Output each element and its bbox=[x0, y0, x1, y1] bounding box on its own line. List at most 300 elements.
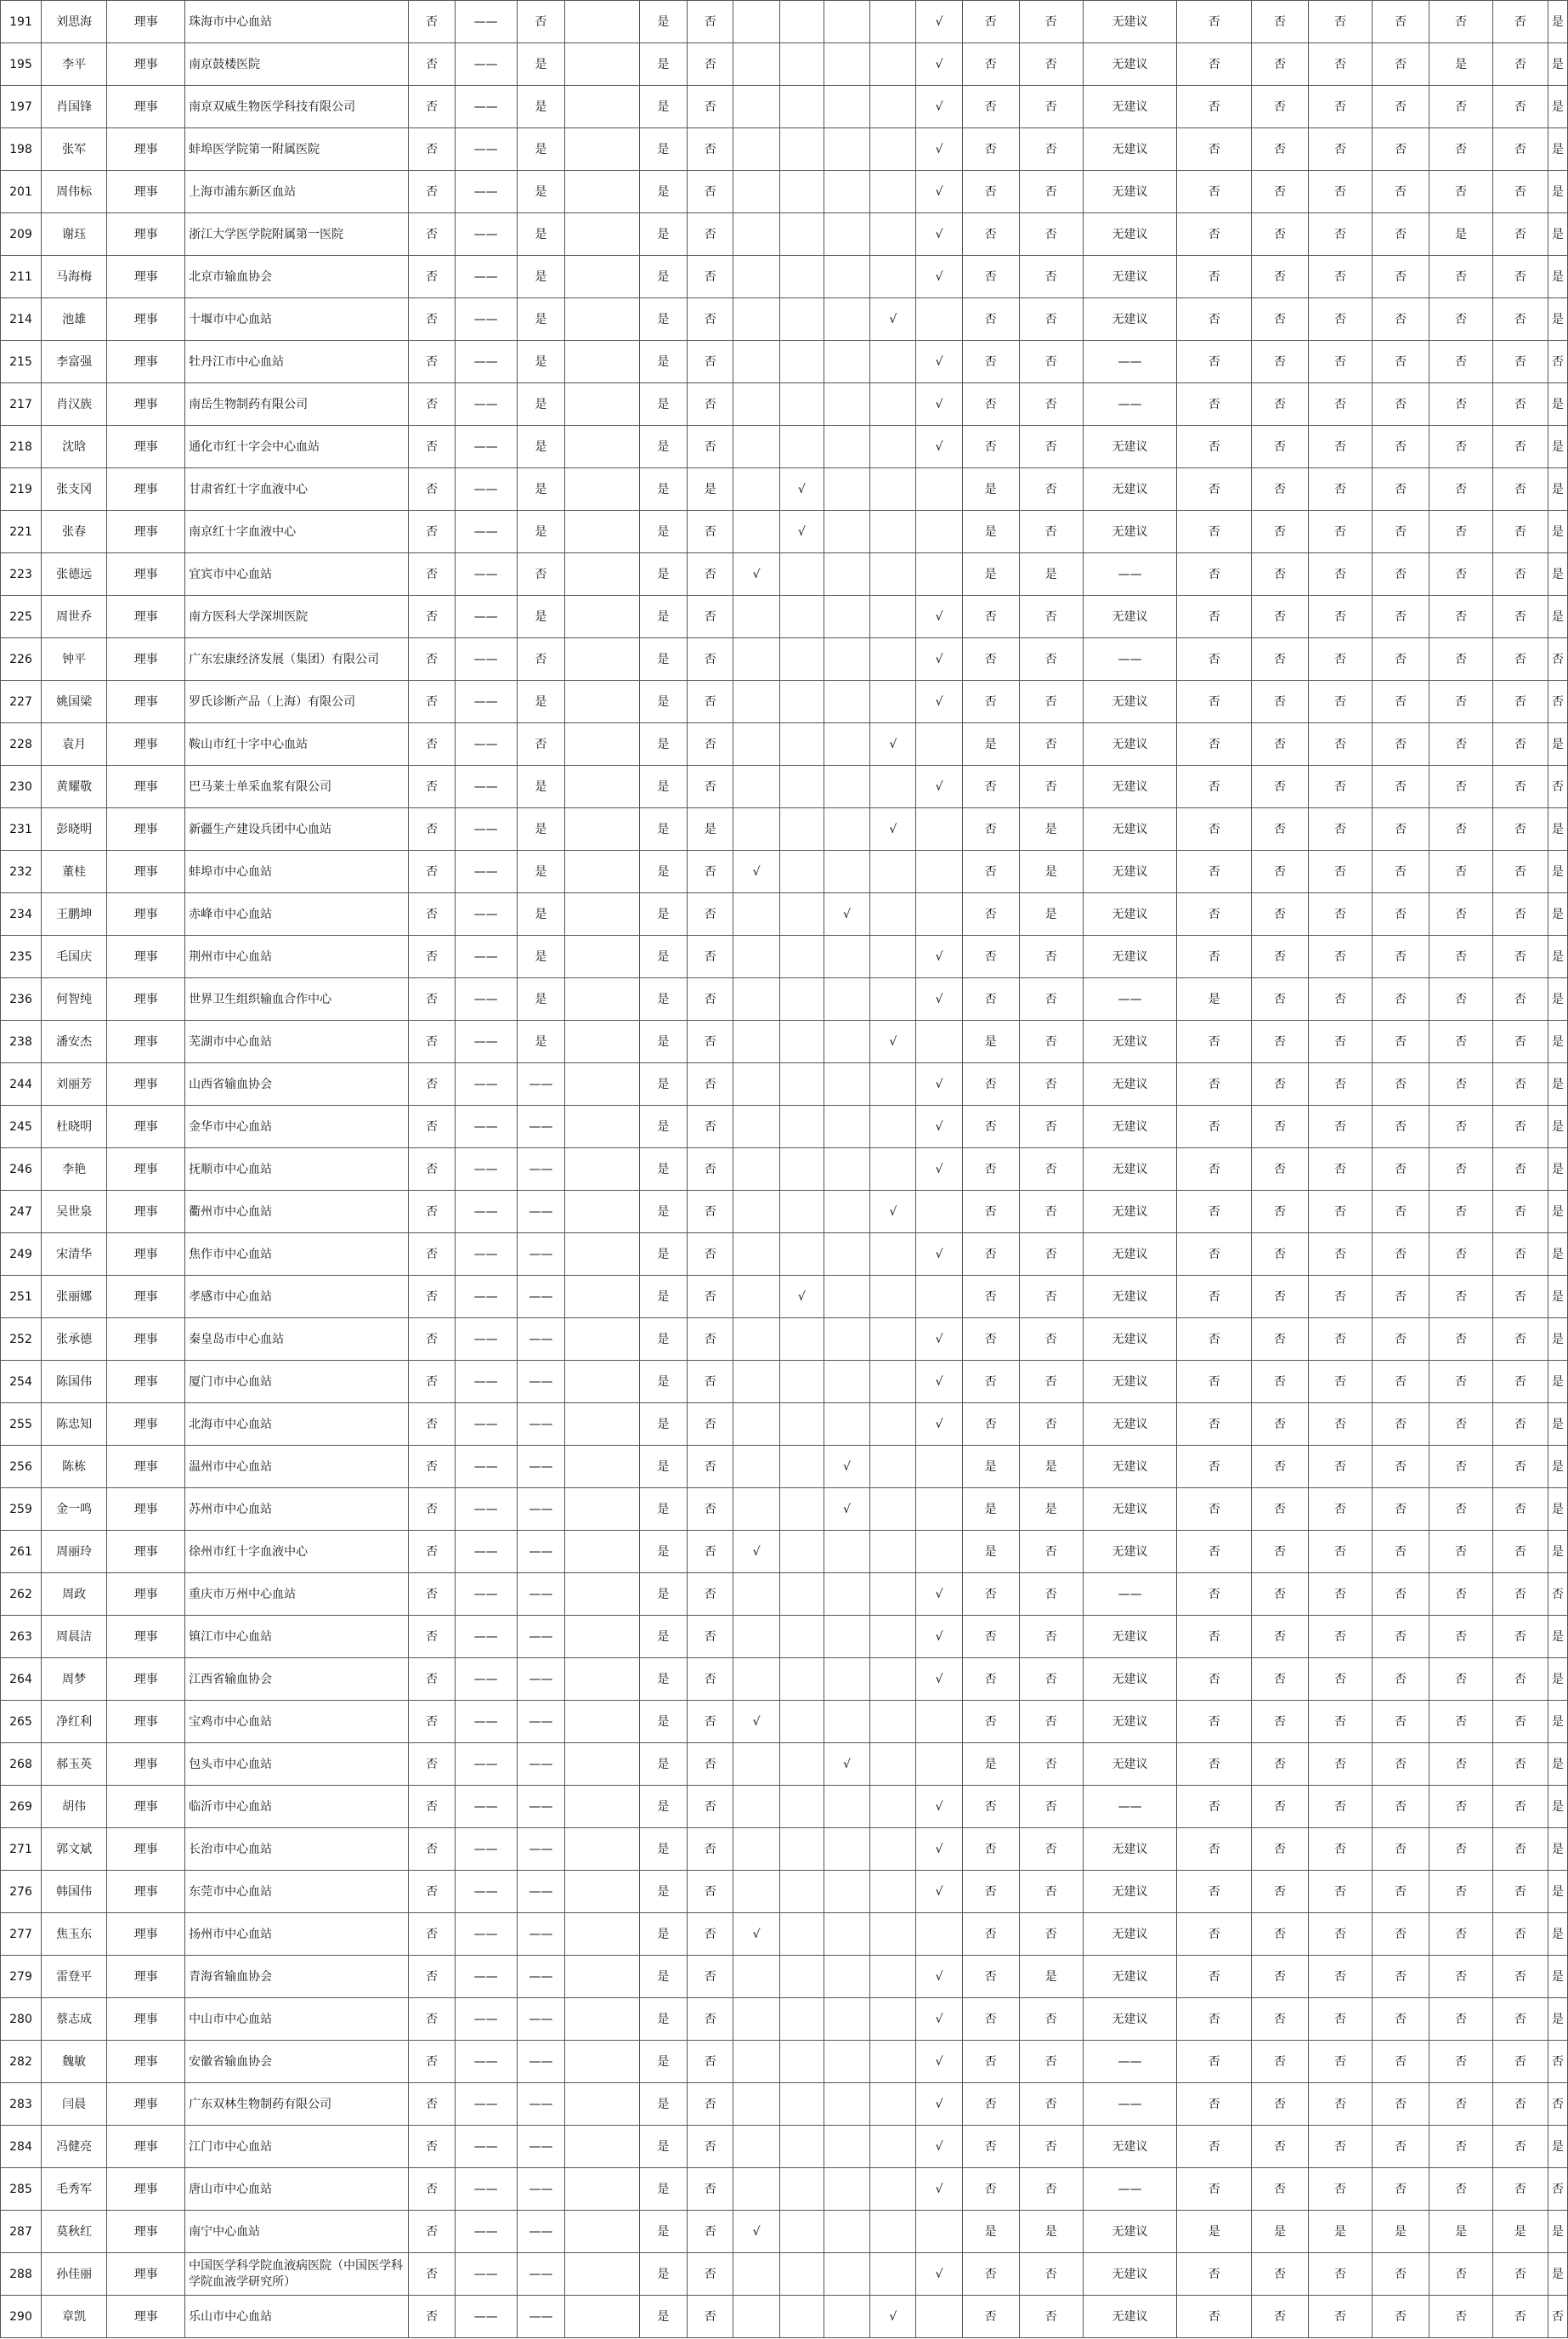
table-cell: 否 bbox=[1429, 341, 1492, 383]
table-cell: 无建议 bbox=[1083, 1361, 1177, 1403]
table-cell: 否 bbox=[1177, 1743, 1252, 1786]
member-role: 理事 bbox=[107, 936, 185, 978]
member-role: 理事 bbox=[107, 2168, 185, 2211]
table-cell: √ bbox=[916, 1786, 962, 1828]
table-cell: 否 bbox=[1177, 1063, 1252, 1106]
table-cell bbox=[565, 1, 640, 43]
table-cell: —— bbox=[455, 1743, 517, 1786]
table-cell: √ bbox=[916, 128, 962, 171]
table-cell: 否 bbox=[1373, 1361, 1429, 1403]
table-cell: 是 bbox=[639, 2168, 687, 2211]
table-cell: 是 bbox=[1548, 1233, 1567, 1276]
table-cell: 否 bbox=[1252, 1701, 1309, 1743]
table-cell bbox=[870, 468, 916, 511]
table-cell: 否 bbox=[1373, 128, 1429, 171]
table-cell: —— bbox=[455, 1786, 517, 1828]
table-cell: √ bbox=[824, 1446, 869, 1488]
table-cell: —— bbox=[455, 1871, 517, 1913]
table-cell: 否 bbox=[1373, 723, 1429, 766]
table-row bbox=[1, 2253, 1568, 2296]
table-cell: 否 bbox=[1429, 2253, 1492, 2296]
table-cell: 否 bbox=[1373, 1, 1429, 43]
organization: 鞍山市红十字中心血站 bbox=[185, 723, 409, 766]
table-cell bbox=[916, 2211, 962, 2253]
member-name: 孙佳丽 bbox=[42, 2253, 107, 2296]
table-cell: 否 bbox=[1252, 1488, 1309, 1531]
table-cell: 否 bbox=[409, 1743, 455, 1786]
table-cell: 否 bbox=[409, 2211, 455, 2253]
table-cell bbox=[565, 851, 640, 893]
table-cell: 否 bbox=[1308, 1616, 1372, 1658]
table-cell bbox=[824, 1956, 869, 1998]
member-name: 王鹏坤 bbox=[42, 893, 107, 936]
member-name: 董桂 bbox=[42, 851, 107, 893]
table-cell: —— bbox=[1083, 1573, 1177, 1616]
table-cell bbox=[779, 1998, 824, 2041]
table-cell: 是 bbox=[1548, 1701, 1567, 1743]
table-cell bbox=[916, 1191, 962, 1233]
table-cell bbox=[870, 1998, 916, 2041]
table-cell: 是 bbox=[639, 213, 687, 256]
table-cell: 无建议 bbox=[1083, 1063, 1177, 1106]
table-cell: 否 bbox=[1308, 1531, 1372, 1573]
organization: 浙江大学医学院附属第一医院 bbox=[185, 213, 409, 256]
table-cell bbox=[565, 808, 640, 851]
table-cell bbox=[779, 638, 824, 681]
table-cell: 是 bbox=[1548, 1361, 1567, 1403]
table-cell: 否 bbox=[688, 1786, 733, 1828]
table-cell bbox=[733, 893, 779, 936]
table-cell bbox=[733, 1403, 779, 1446]
table-cell: 否 bbox=[1308, 341, 1372, 383]
table-cell: 否 bbox=[962, 808, 1019, 851]
member-name: 韩国伟 bbox=[42, 1871, 107, 1913]
table-cell: 无建议 bbox=[1083, 1191, 1177, 1233]
table-cell: 否 bbox=[688, 1148, 733, 1191]
table-row bbox=[1, 171, 1568, 213]
table-cell: √ bbox=[916, 2253, 962, 2296]
table-cell: 否 bbox=[688, 2296, 733, 2338]
table-cell: 是 bbox=[639, 1488, 687, 1531]
member-role: 理事 bbox=[107, 681, 185, 723]
table-cell bbox=[870, 553, 916, 596]
member-role: 理事 bbox=[107, 86, 185, 128]
table-cell bbox=[779, 1106, 824, 1148]
table-cell bbox=[916, 1701, 962, 1743]
table-row bbox=[1, 1786, 1568, 1828]
table-cell: 否 bbox=[688, 1488, 733, 1531]
table-cell bbox=[779, 341, 824, 383]
table-cell bbox=[779, 1871, 824, 1913]
table-cell bbox=[565, 596, 640, 638]
table-cell bbox=[733, 1233, 779, 1276]
table-cell: 否 bbox=[1019, 86, 1083, 128]
table-cell: —— bbox=[455, 86, 517, 128]
table-cell bbox=[565, 1403, 640, 1446]
table-cell: 否 bbox=[409, 1276, 455, 1318]
table-cell bbox=[733, 341, 779, 383]
table-cell: —— bbox=[517, 1786, 564, 1828]
table-cell: 否 bbox=[1177, 1616, 1252, 1658]
table-cell bbox=[779, 893, 824, 936]
organization: 唐山市中心血站 bbox=[185, 2168, 409, 2211]
table-cell: √ bbox=[916, 171, 962, 213]
table-cell bbox=[565, 1488, 640, 1531]
table-cell bbox=[733, 43, 779, 86]
table-cell: 否 bbox=[688, 43, 733, 86]
table-cell: 无建议 bbox=[1083, 213, 1177, 256]
member-name: 周梦 bbox=[42, 1658, 107, 1701]
table-cell: 是 bbox=[639, 1191, 687, 1233]
table-row bbox=[1, 1488, 1568, 1531]
member-name: 焦玉东 bbox=[42, 1913, 107, 1956]
table-cell: √ bbox=[779, 511, 824, 553]
table-cell: 否 bbox=[962, 1403, 1019, 1446]
table-cell: 是 bbox=[639, 2253, 687, 2296]
table-cell: —— bbox=[517, 1403, 564, 1446]
row-number: 191 bbox=[1, 1, 42, 43]
table-cell bbox=[824, 171, 869, 213]
row-number: 282 bbox=[1, 2041, 42, 2083]
table-cell: 否 bbox=[1177, 1, 1252, 43]
table-cell: 否 bbox=[962, 2168, 1019, 2211]
table-cell bbox=[733, 1021, 779, 1063]
table-cell: 否 bbox=[409, 1658, 455, 1701]
member-role: 理事 bbox=[107, 596, 185, 638]
table-cell: 否 bbox=[1493, 1276, 1548, 1318]
table-cell: 是 bbox=[639, 468, 687, 511]
table-cell: 是 bbox=[639, 383, 687, 426]
table-cell: 否 bbox=[409, 383, 455, 426]
table-cell: 否 bbox=[1308, 596, 1372, 638]
member-name: 黄耀敬 bbox=[42, 766, 107, 808]
table-cell bbox=[733, 1276, 779, 1318]
table-cell: 否 bbox=[1177, 1361, 1252, 1403]
member-name: 张支冈 bbox=[42, 468, 107, 511]
table-cell bbox=[779, 383, 824, 426]
table-cell: 否 bbox=[962, 1701, 1019, 1743]
table-cell: 否 bbox=[1177, 128, 1252, 171]
organization: 南岳生物制药有限公司 bbox=[185, 383, 409, 426]
table-cell: 否 bbox=[1308, 1148, 1372, 1191]
table-cell: 是 bbox=[639, 2041, 687, 2083]
table-cell bbox=[779, 723, 824, 766]
table-cell: 否 bbox=[409, 298, 455, 341]
table-cell bbox=[916, 1743, 962, 1786]
table-cell bbox=[824, 468, 869, 511]
table-cell bbox=[824, 1233, 869, 1276]
table-cell: 否 bbox=[1019, 426, 1083, 468]
member-role: 理事 bbox=[107, 2083, 185, 2126]
table-cell: 是 bbox=[1308, 2211, 1372, 2253]
table-cell bbox=[916, 1488, 962, 1531]
table-cell: 否 bbox=[409, 851, 455, 893]
table-cell bbox=[870, 2253, 916, 2296]
table-cell: 否 bbox=[962, 128, 1019, 171]
table-cell: 否 bbox=[688, 2253, 733, 2296]
table-cell: √ bbox=[916, 86, 962, 128]
table-cell bbox=[779, 1658, 824, 1701]
table-cell: 否 bbox=[962, 1148, 1019, 1191]
table-row bbox=[1, 893, 1568, 936]
row-number: 217 bbox=[1, 383, 42, 426]
table-cell bbox=[870, 1488, 916, 1531]
member-name: 刘丽芳 bbox=[42, 1063, 107, 1106]
table-cell bbox=[565, 936, 640, 978]
table-cell: 否 bbox=[962, 893, 1019, 936]
table-cell bbox=[565, 1786, 640, 1828]
table-cell: 否 bbox=[1308, 2168, 1372, 2211]
table-cell: 是 bbox=[639, 1233, 687, 1276]
table-cell bbox=[733, 1106, 779, 1148]
table-cell: 否 bbox=[688, 1828, 733, 1871]
table-cell bbox=[733, 808, 779, 851]
table-cell: 是 bbox=[1019, 1488, 1083, 1531]
table-cell: —— bbox=[1083, 2168, 1177, 2211]
table-cell: —— bbox=[517, 1063, 564, 1106]
table-cell: 否 bbox=[1252, 1573, 1309, 1616]
table-cell: 否 bbox=[1177, 1913, 1252, 1956]
organization: 北海市中心血站 bbox=[185, 1403, 409, 1446]
row-number: 214 bbox=[1, 298, 42, 341]
organization: 巴马莱士单采血浆有限公司 bbox=[185, 766, 409, 808]
row-number: 247 bbox=[1, 1191, 42, 1233]
organization: 中国医学科学院血液病医院（中国医学科学院血液学研究所） bbox=[185, 2253, 409, 2296]
table-cell: 是 bbox=[639, 298, 687, 341]
table-cell bbox=[733, 1361, 779, 1403]
member-role: 理事 bbox=[107, 1913, 185, 1956]
table-cell: 否 bbox=[1373, 171, 1429, 213]
table-cell: 否 bbox=[409, 1106, 455, 1148]
table-cell: 无建议 bbox=[1083, 2126, 1177, 2168]
table-cell bbox=[779, 1, 824, 43]
table-cell: 是 bbox=[1177, 978, 1252, 1021]
table-cell bbox=[870, 1148, 916, 1191]
table-cell: √ bbox=[870, 1191, 916, 1233]
table-cell: 否 bbox=[409, 1616, 455, 1658]
table-cell: 是 bbox=[1548, 298, 1567, 341]
table-cell: —— bbox=[517, 1488, 564, 1531]
table-cell: 是 bbox=[1019, 1446, 1083, 1488]
table-cell bbox=[733, 256, 779, 298]
member-name: 陈忠知 bbox=[42, 1403, 107, 1446]
table-cell: 否 bbox=[1308, 893, 1372, 936]
table-cell: 否 bbox=[1308, 171, 1372, 213]
table-cell bbox=[870, 1658, 916, 1701]
table-cell: 否 bbox=[1177, 851, 1252, 893]
table-cell: 否 bbox=[1308, 1403, 1372, 1446]
table-cell: 无建议 bbox=[1083, 1616, 1177, 1658]
table-cell: 否 bbox=[688, 298, 733, 341]
table-cell: 否 bbox=[688, 978, 733, 1021]
table-cell: 否 bbox=[409, 638, 455, 681]
table-cell: 否 bbox=[1493, 171, 1548, 213]
table-cell: 否 bbox=[409, 1403, 455, 1446]
table-cell: 是 bbox=[962, 1531, 1019, 1573]
table-cell bbox=[916, 723, 962, 766]
table-cell bbox=[565, 171, 640, 213]
table-cell: 是 bbox=[1019, 553, 1083, 596]
table-cell bbox=[733, 638, 779, 681]
table-cell: 是 bbox=[517, 1021, 564, 1063]
table-cell: 否 bbox=[1493, 766, 1548, 808]
table-cell: 是 bbox=[962, 511, 1019, 553]
table-cell: 否 bbox=[962, 1913, 1019, 1956]
table-cell: —— bbox=[455, 851, 517, 893]
table-cell: 否 bbox=[409, 1913, 455, 1956]
table-row bbox=[1, 86, 1568, 128]
table-cell: 否 bbox=[688, 2168, 733, 2211]
table-cell: 否 bbox=[1252, 1828, 1309, 1871]
table-cell: 否 bbox=[688, 1, 733, 43]
table-cell: 否 bbox=[1429, 256, 1492, 298]
table-cell: 否 bbox=[1252, 1616, 1309, 1658]
table-cell bbox=[824, 596, 869, 638]
table-cell: 否 bbox=[1493, 43, 1548, 86]
table-cell: 否 bbox=[517, 1, 564, 43]
table-cell: 否 bbox=[1252, 553, 1309, 596]
table-cell: 否 bbox=[1019, 1191, 1083, 1233]
table-cell: √ bbox=[733, 1531, 779, 1573]
table-cell bbox=[565, 2211, 640, 2253]
table-row bbox=[1, 1403, 1568, 1446]
organization: 广东宏康经济发展（集团）有限公司 bbox=[185, 638, 409, 681]
table-cell: 是 bbox=[639, 1276, 687, 1318]
table-cell: 否 bbox=[1177, 1531, 1252, 1573]
table-cell: 否 bbox=[962, 171, 1019, 213]
table-cell: 是 bbox=[1548, 43, 1567, 86]
table-cell: 否 bbox=[688, 2083, 733, 2126]
table-cell: 否 bbox=[688, 171, 733, 213]
table-cell: 否 bbox=[1177, 1701, 1252, 1743]
table-cell: 是 bbox=[639, 256, 687, 298]
table-cell: —— bbox=[517, 1743, 564, 1786]
table-cell: 否 bbox=[1177, 1276, 1252, 1318]
row-number: 254 bbox=[1, 1361, 42, 1403]
table-cell: 否 bbox=[1252, 298, 1309, 341]
member-name: 郝玉英 bbox=[42, 1743, 107, 1786]
table-cell: 否 bbox=[1177, 383, 1252, 426]
table-cell bbox=[565, 1361, 640, 1403]
table-cell: 否 bbox=[1373, 893, 1429, 936]
member-name: 池雄 bbox=[42, 298, 107, 341]
table-cell: 否 bbox=[1308, 1828, 1372, 1871]
table-cell: 是 bbox=[1548, 1956, 1567, 1998]
table-cell: √ bbox=[916, 43, 962, 86]
table-cell: √ bbox=[916, 638, 962, 681]
table-cell: 是 bbox=[1548, 213, 1567, 256]
table-row bbox=[1, 1106, 1568, 1148]
row-number: 215 bbox=[1, 341, 42, 383]
member-name: 李富强 bbox=[42, 341, 107, 383]
member-name: 谢珏 bbox=[42, 213, 107, 256]
table-cell: 是 bbox=[639, 936, 687, 978]
table-cell: 无建议 bbox=[1083, 171, 1177, 213]
table-cell: 否 bbox=[1177, 1998, 1252, 2041]
table-cell: 否 bbox=[409, 1786, 455, 1828]
table-cell: 否 bbox=[1493, 936, 1548, 978]
table-cell: 否 bbox=[1548, 2083, 1567, 2126]
table-row bbox=[1, 1913, 1568, 1956]
table-cell bbox=[565, 638, 640, 681]
table-cell: 否 bbox=[409, 256, 455, 298]
table-cell: 无建议 bbox=[1083, 86, 1177, 128]
member-role: 理事 bbox=[107, 2211, 185, 2253]
table-cell bbox=[565, 1998, 640, 2041]
table-cell bbox=[824, 1658, 869, 1701]
table-cell bbox=[779, 936, 824, 978]
table-cell: 否 bbox=[962, 1871, 1019, 1913]
table-cell: 否 bbox=[1373, 341, 1429, 383]
table-cell bbox=[565, 468, 640, 511]
organization: 抚顺市中心血站 bbox=[185, 1148, 409, 1191]
table-cell: 否 bbox=[409, 553, 455, 596]
table-cell: 否 bbox=[1373, 1573, 1429, 1616]
table-cell: 否 bbox=[1177, 426, 1252, 468]
table-cell: 否 bbox=[1177, 1148, 1252, 1191]
table-cell: √ bbox=[733, 2211, 779, 2253]
table-cell: 否 bbox=[1308, 553, 1372, 596]
table-cell bbox=[733, 1616, 779, 1658]
table-cell: 否 bbox=[1252, 383, 1309, 426]
table-cell: —— bbox=[455, 936, 517, 978]
table-cell: √ bbox=[916, 1233, 962, 1276]
table-cell: 是 bbox=[639, 1361, 687, 1403]
row-number: 236 bbox=[1, 978, 42, 1021]
table-cell: 无建议 bbox=[1083, 1871, 1177, 1913]
row-number: 276 bbox=[1, 1871, 42, 1913]
table-cell: 否 bbox=[1373, 43, 1429, 86]
table-cell: 否 bbox=[1493, 383, 1548, 426]
table-cell: 否 bbox=[1177, 1871, 1252, 1913]
table-cell: 是 bbox=[1548, 2253, 1567, 2296]
table-cell: 是 bbox=[639, 1616, 687, 1658]
organization: 温州市中心血站 bbox=[185, 1446, 409, 1488]
table-cell: 是 bbox=[1548, 1658, 1567, 1701]
member-name: 张承德 bbox=[42, 1318, 107, 1361]
table-cell: 否 bbox=[1308, 426, 1372, 468]
row-number: 269 bbox=[1, 1786, 42, 1828]
organization: 新疆生产建设兵团中心血站 bbox=[185, 808, 409, 851]
table-cell bbox=[870, 383, 916, 426]
table-cell: 否 bbox=[962, 426, 1019, 468]
table-cell bbox=[824, 256, 869, 298]
table-cell: 否 bbox=[1019, 1531, 1083, 1573]
table-cell: 否 bbox=[688, 1106, 733, 1148]
table-cell: √ bbox=[916, 2168, 962, 2211]
table-cell: 否 bbox=[1308, 1276, 1372, 1318]
table-cell: 否 bbox=[1373, 86, 1429, 128]
table-cell: 无建议 bbox=[1083, 1828, 1177, 1871]
table-cell: 否 bbox=[1177, 1573, 1252, 1616]
organization: 广东双林生物制药有限公司 bbox=[185, 2083, 409, 2126]
table-cell: 否 bbox=[1177, 1828, 1252, 1871]
row-number: 283 bbox=[1, 2083, 42, 2126]
table-row bbox=[1, 2083, 1568, 2126]
table-cell: 否 bbox=[688, 1191, 733, 1233]
table-cell: —— bbox=[517, 2253, 564, 2296]
table-cell: 否 bbox=[1019, 128, 1083, 171]
table-cell bbox=[733, 2253, 779, 2296]
table-cell: 否 bbox=[1019, 1913, 1083, 1956]
table-cell: —— bbox=[517, 1573, 564, 1616]
table-cell bbox=[733, 2296, 779, 2338]
table-cell: 无建议 bbox=[1083, 2211, 1177, 2253]
row-number: 277 bbox=[1, 1913, 42, 1956]
table-cell: 否 bbox=[1429, 1488, 1492, 1531]
member-role: 理事 bbox=[107, 468, 185, 511]
table-row bbox=[1, 808, 1568, 851]
